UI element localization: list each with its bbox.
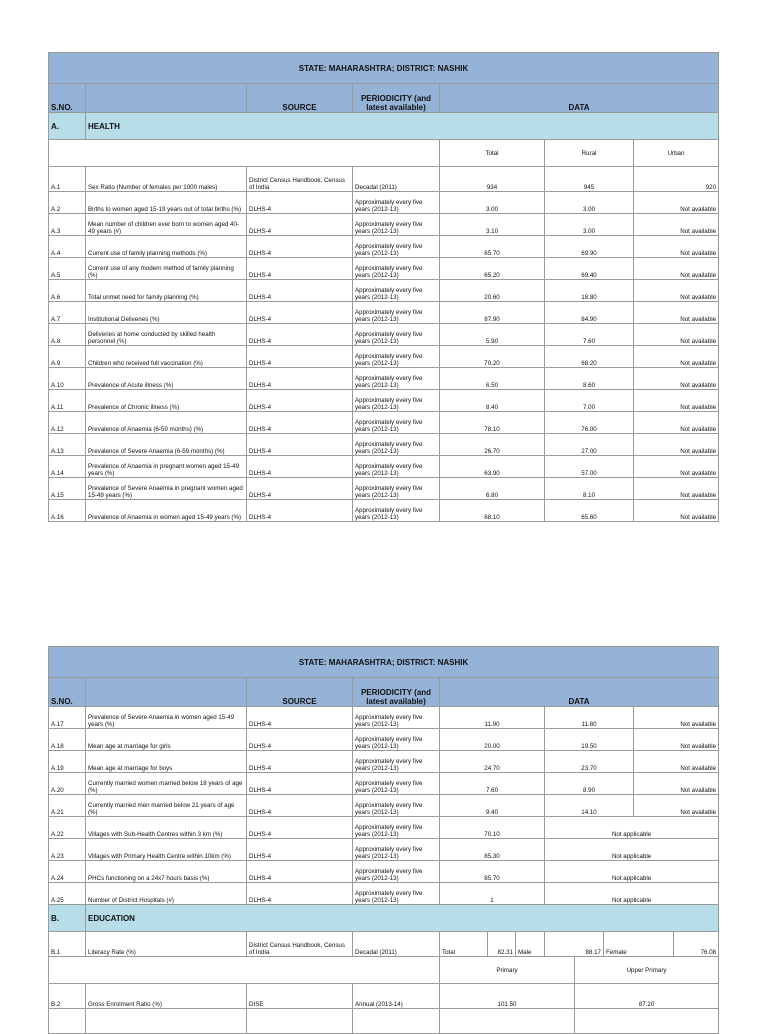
row-urban: Not available — [634, 751, 719, 773]
data-header-2: DATA — [440, 678, 719, 707]
empty-cell — [575, 1009, 719, 1034]
table-row — [49, 773, 719, 795]
literacy-male: 88.17 — [545, 932, 604, 957]
row-indicator: Children who received full vaccination (%) — [86, 346, 247, 368]
row-note: Not applicable — [545, 861, 719, 883]
table-row — [49, 839, 719, 861]
row-periodicity: Approximately every five years (2012-13) — [353, 192, 440, 214]
row-rural: 84.90 — [545, 302, 634, 324]
table-row — [49, 368, 719, 390]
row-urban: 920 — [634, 167, 719, 192]
row-total: 3.10 — [440, 214, 545, 236]
table-row — [49, 478, 719, 500]
table-row — [49, 302, 719, 324]
row-indicator: Villages with Primary Health Centre within 10km (%) — [86, 839, 247, 861]
row-indicator: Mean age at marriage for boys — [86, 751, 247, 773]
table-row — [49, 434, 719, 456]
row-source: DLHS-4 — [247, 390, 353, 412]
row-rural: 7.00 — [545, 390, 634, 412]
row-total: 24.70 — [440, 751, 545, 773]
sno-header: S.NO. — [49, 84, 86, 113]
table-row — [49, 412, 719, 434]
table-row — [49, 795, 719, 817]
row-indicator: Literacy Rate (%) — [86, 932, 247, 957]
row-source: District Census Handbook, Census of India — [247, 932, 353, 957]
literacy-female: 76.08 — [674, 932, 719, 957]
ger-sub-blank — [49, 957, 440, 984]
row-rural: 23.70 — [545, 751, 634, 773]
row-source: DLHS-4 — [247, 456, 353, 478]
row-total: 63.90 — [440, 456, 545, 478]
row-total: 20.60 — [440, 280, 545, 302]
table-row — [49, 500, 719, 522]
row-sno: B.2 — [49, 984, 86, 1009]
row-urban: Not available — [634, 729, 719, 751]
row-rural: 69.90 — [545, 236, 634, 258]
row-rural: 7.60 — [545, 324, 634, 346]
table-row — [49, 280, 719, 302]
row-sno: A.14 — [49, 456, 86, 478]
row-indicator: Prevalence of Anaemia in pregnant women aged 15-49 years (%) — [86, 456, 247, 478]
literacy-female-label: Female — [604, 932, 674, 957]
row-periodicity: Approximately every five years (2012-13) — [353, 861, 440, 883]
row-source: DLHS-4 — [247, 478, 353, 500]
data-header: DATA — [440, 84, 719, 113]
row-sno: A.25 — [49, 883, 86, 905]
row-sno: A.23 — [49, 839, 86, 861]
row-sno: B.1 — [49, 932, 86, 957]
row-source: DLHS-4 — [247, 817, 353, 839]
row-source: DLHS-4 — [247, 214, 353, 236]
table-row — [49, 456, 719, 478]
literacy-total: 82.31 — [488, 932, 516, 957]
row-indicator: Current use of family planning methods (%) — [86, 236, 247, 258]
row-rural: 8.60 — [545, 368, 634, 390]
table-row — [49, 324, 719, 346]
source-header-2: SOURCE — [247, 678, 353, 707]
row-total: 68.10 — [440, 500, 545, 522]
row-total: 78.10 — [440, 412, 545, 434]
row-sno: A.10 — [49, 368, 86, 390]
row-source: DISE — [247, 984, 353, 1009]
row-indicator: Births to women aged 15-19 years out of total births (%) — [86, 192, 247, 214]
row-indicator: Prevalence of Severe Anaemia (6-59 months) (%) — [86, 434, 247, 456]
row-sno: A.11 — [49, 390, 86, 412]
row-urban: Not available — [634, 434, 719, 456]
row-periodicity: Approximately every five years (2012-13) — [353, 456, 440, 478]
row-sno: A.15 — [49, 478, 86, 500]
row-rural: 19.50 — [545, 729, 634, 751]
row-indicator: Institutional Deliveries (%) — [86, 302, 247, 324]
row-source: DLHS-4 — [247, 729, 353, 751]
table-row — [49, 346, 719, 368]
row-periodicity: Approximately every five years (2012-13) — [353, 236, 440, 258]
table-title-2: STATE: MAHARASHTRA; DISTRICT: NASHIK — [49, 647, 719, 678]
row-periodicity: Decadal (2011) — [353, 932, 440, 957]
table-row — [49, 236, 719, 258]
row-rural: 3.00 — [545, 192, 634, 214]
row-total: 70.20 — [440, 346, 545, 368]
row-source: DLHS-4 — [247, 707, 353, 729]
table-row — [49, 258, 719, 280]
row-rural: 76.00 — [545, 412, 634, 434]
row-total: 65.70 — [440, 236, 545, 258]
row-total: 5.90 — [440, 324, 545, 346]
row-source: DLHS-4 — [247, 236, 353, 258]
row-periodicity: Approximately every five years (2012-13) — [353, 412, 440, 434]
row-rural: 14.10 — [545, 795, 634, 817]
row-periodicity: Approximately every five years (2012-13) — [353, 280, 440, 302]
row-periodicity: Approximately every five years (2012-13) — [353, 302, 440, 324]
row-rural: 8.90 — [545, 773, 634, 795]
row-total: 1 — [440, 883, 545, 905]
table-row — [49, 817, 719, 839]
row-total: 6.50 — [440, 368, 545, 390]
row-periodicity: Approximately every five years (2012-13) — [353, 478, 440, 500]
table-row — [49, 729, 719, 751]
row-urban: Not available — [634, 192, 719, 214]
empty-cell — [86, 1009, 247, 1034]
health-table-page-2 — [48, 646, 719, 1034]
row-periodicity: Decadal (2011) — [353, 167, 440, 192]
row-sno: A.17 — [49, 707, 86, 729]
row-rural: 69.40 — [545, 258, 634, 280]
row-total: 85.70 — [440, 861, 545, 883]
row-rural: 11.80 — [545, 707, 634, 729]
row-urban: Not available — [634, 412, 719, 434]
row-total: 70.10 — [440, 817, 545, 839]
row-sno: A.6 — [49, 280, 86, 302]
col-urban: Urban — [634, 140, 719, 167]
row-total: 65.20 — [440, 258, 545, 280]
row-sno: A.16 — [49, 500, 86, 522]
row-urban: Not available — [634, 707, 719, 729]
row-urban: Not available — [634, 280, 719, 302]
col-upper-primary: Upper Primary — [575, 957, 719, 984]
row-urban: Not available — [634, 478, 719, 500]
table-row — [49, 932, 719, 957]
row-indicator: Total unmet need for family planning (%) — [86, 280, 247, 302]
row-sno: A.2 — [49, 192, 86, 214]
row-sno: A.4 — [49, 236, 86, 258]
row-indicator: Prevalence of Anaemia (6-59 months) (%) — [86, 412, 247, 434]
periodicity-header: PERIODICITY (and latest available) — [353, 84, 440, 113]
table-row — [49, 214, 719, 236]
row-sno: A.7 — [49, 302, 86, 324]
ger-upper-primary: 87.20 — [575, 984, 719, 1009]
row-sno: A.20 — [49, 773, 86, 795]
row-urban: Not available — [634, 795, 719, 817]
row-total: 6.80 — [440, 478, 545, 500]
row-source: DLHS-4 — [247, 883, 353, 905]
empty-cell — [353, 1009, 440, 1034]
row-source: DLHS-4 — [247, 795, 353, 817]
row-sno: A.13 — [49, 434, 86, 456]
row-rural: 945 — [545, 167, 634, 192]
row-source: DLHS-4 — [247, 280, 353, 302]
row-periodicity: Approximately every five years (2012-13) — [353, 839, 440, 861]
row-source: DLHS-4 — [247, 324, 353, 346]
row-indicator: Number of District Hospitals (#) — [86, 883, 247, 905]
row-source: DLHS-4 — [247, 751, 353, 773]
row-rural: 18.80 — [545, 280, 634, 302]
row-sno: A.24 — [49, 861, 86, 883]
row-source: DLHS-4 — [247, 192, 353, 214]
row-source: District Census Handbook, Census of India — [247, 167, 353, 192]
section-title: HEALTH — [86, 113, 719, 140]
row-urban: Not available — [634, 456, 719, 478]
row-periodicity: Approximately every five years (2012-13) — [353, 729, 440, 751]
row-indicator: Currently married men married below 21 years of age (%) — [86, 795, 247, 817]
row-total: 11.90 — [440, 707, 545, 729]
sno-header-2: S.NO. — [49, 678, 86, 707]
row-sno: A.18 — [49, 729, 86, 751]
row-periodicity: Approximately every five years (2012-13) — [353, 707, 440, 729]
row-note: Not applicable — [545, 817, 719, 839]
table-title: STATE: MAHARASHTRA; DISTRICT: NASHIK — [49, 53, 719, 84]
row-sno: A.22 — [49, 817, 86, 839]
row-periodicity: Approximately every five years (2012-13) — [353, 346, 440, 368]
row-sno: A.8 — [49, 324, 86, 346]
row-total: 934 — [440, 167, 545, 192]
row-periodicity: Approximately every five years (2012-13) — [353, 324, 440, 346]
row-indicator: Sex Ratio (Number of females per 1000 males) — [86, 167, 247, 192]
row-source: DLHS-4 — [247, 839, 353, 861]
row-rural: 57.00 — [545, 456, 634, 478]
row-periodicity: Approximately every five years (2012-13) — [353, 258, 440, 280]
row-source: DLHS-4 — [247, 434, 353, 456]
section-title-education: EDUCATION — [86, 905, 719, 932]
row-indicator: Currently married women married below 18 years of age (%) — [86, 773, 247, 795]
row-indicator: Prevalence of Severe Anaemia in pregnant women aged 15-49 years (%) — [86, 478, 247, 500]
row-indicator: Deliveries at home conducted by skilled health personnel (%) — [86, 324, 247, 346]
empty-cell — [247, 1009, 353, 1034]
row-periodicity: Approximately every five years (2012-13) — [353, 751, 440, 773]
row-periodicity: Approximately every five years (2012-13) — [353, 883, 440, 905]
section-code-education: B. — [49, 905, 86, 932]
row-urban: Not available — [634, 258, 719, 280]
row-rural: 8.10 — [545, 478, 634, 500]
row-sno: A.9 — [49, 346, 86, 368]
row-periodicity: Approximately every five years (2012-13) — [353, 773, 440, 795]
row-periodicity: Approximately every five years (2012-13) — [353, 795, 440, 817]
row-source: DLHS-4 — [247, 368, 353, 390]
row-urban: Not available — [634, 236, 719, 258]
row-periodicity: Approximately every five years (2012-13) — [353, 817, 440, 839]
row-total: 8.40 — [440, 390, 545, 412]
table-row — [49, 192, 719, 214]
row-source: DLHS-4 — [247, 500, 353, 522]
row-rural: 3.00 — [545, 214, 634, 236]
row-urban: Not available — [634, 324, 719, 346]
row-periodicity: Annual (2013-14) — [353, 984, 440, 1009]
row-sno: A.3 — [49, 214, 86, 236]
empty-cell — [49, 1009, 86, 1034]
row-indicator: PHCs functioning on a 24x7 hours basis (%) — [86, 861, 247, 883]
table-row — [49, 707, 719, 729]
health-table-page-1 — [48, 52, 719, 522]
row-indicator: Gross Enrolment Ratio (%) — [86, 984, 247, 1009]
row-total: 85.30 — [440, 839, 545, 861]
col-rural: Rural — [545, 140, 634, 167]
row-periodicity: Approximately every five years (2012-13) — [353, 434, 440, 456]
row-sno: A.1 — [49, 167, 86, 192]
row-urban: Not available — [634, 390, 719, 412]
row-note: Not applicable — [545, 839, 719, 861]
row-indicator: Villages with Sub-Health Centres within 3 km (%) — [86, 817, 247, 839]
empty-cell — [440, 1009, 575, 1034]
table-row — [49, 984, 719, 1009]
literacy-male-label: Male — [516, 932, 545, 957]
row-total: 3.00 — [440, 192, 545, 214]
row-periodicity: Approximately every five years (2012-13) — [353, 214, 440, 236]
row-total: 7.60 — [440, 773, 545, 795]
row-indicator: Prevalence of Acute illness (%) — [86, 368, 247, 390]
row-total: 20.00 — [440, 729, 545, 751]
section-code: A. — [49, 113, 86, 140]
row-indicator: Current use of any modern method of family planning (%) — [86, 258, 247, 280]
row-source: DLHS-4 — [247, 346, 353, 368]
row-urban: Not available — [634, 500, 719, 522]
ger-primary: 101.50 — [440, 984, 575, 1009]
row-indicator: Mean number of children ever born to women aged 40-49 years (#) — [86, 214, 247, 236]
row-periodicity: Approximately every five years (2012-13) — [353, 500, 440, 522]
col-total: Total — [440, 140, 545, 167]
row-source: DLHS-4 — [247, 258, 353, 280]
table-row — [49, 390, 719, 412]
row-periodicity: Approximately every five years (2012-13) — [353, 390, 440, 412]
row-rural: 65.60 — [545, 500, 634, 522]
row-sno: A.19 — [49, 751, 86, 773]
row-source: DLHS-4 — [247, 412, 353, 434]
row-urban: Not available — [634, 773, 719, 795]
row-indicator: Prevalence of Severe Anaemia in women aged 15-49 years (%) — [86, 707, 247, 729]
row-source: DLHS-4 — [247, 773, 353, 795]
row-sno: A.12 — [49, 412, 86, 434]
table-row — [49, 751, 719, 773]
row-rural: 27.00 — [545, 434, 634, 456]
row-urban: Not available — [634, 368, 719, 390]
row-sno: A.21 — [49, 795, 86, 817]
row-source: DLHS-4 — [247, 861, 353, 883]
row-note: Not applicable — [545, 883, 719, 905]
literacy-total-label: Total — [440, 932, 488, 957]
source-header: SOURCE — [247, 84, 353, 113]
row-urban: Not available — [634, 302, 719, 324]
row-sno: A.5 — [49, 258, 86, 280]
periodicity-header-2: PERIODICITY (and latest available) — [353, 678, 440, 707]
table-row — [49, 861, 719, 883]
row-urban: Not available — [634, 214, 719, 236]
row-total: 9.40 — [440, 795, 545, 817]
row-indicator: Prevalence of Anaemia in women aged 15-49 years (%) — [86, 500, 247, 522]
col-primary: Primary — [440, 957, 575, 984]
row-indicator: Mean age at marriage for girls — [86, 729, 247, 751]
row-indicator: Prevalence of Chronic illness (%) — [86, 390, 247, 412]
row-total: 87.90 — [440, 302, 545, 324]
row-urban: Not available — [634, 346, 719, 368]
table-row — [49, 883, 719, 905]
table-row — [49, 167, 719, 192]
row-source: DLHS-4 — [247, 302, 353, 324]
row-periodicity: Approximately every five years (2012-13) — [353, 368, 440, 390]
row-rural: 68.20 — [545, 346, 634, 368]
row-total: 26.70 — [440, 434, 545, 456]
